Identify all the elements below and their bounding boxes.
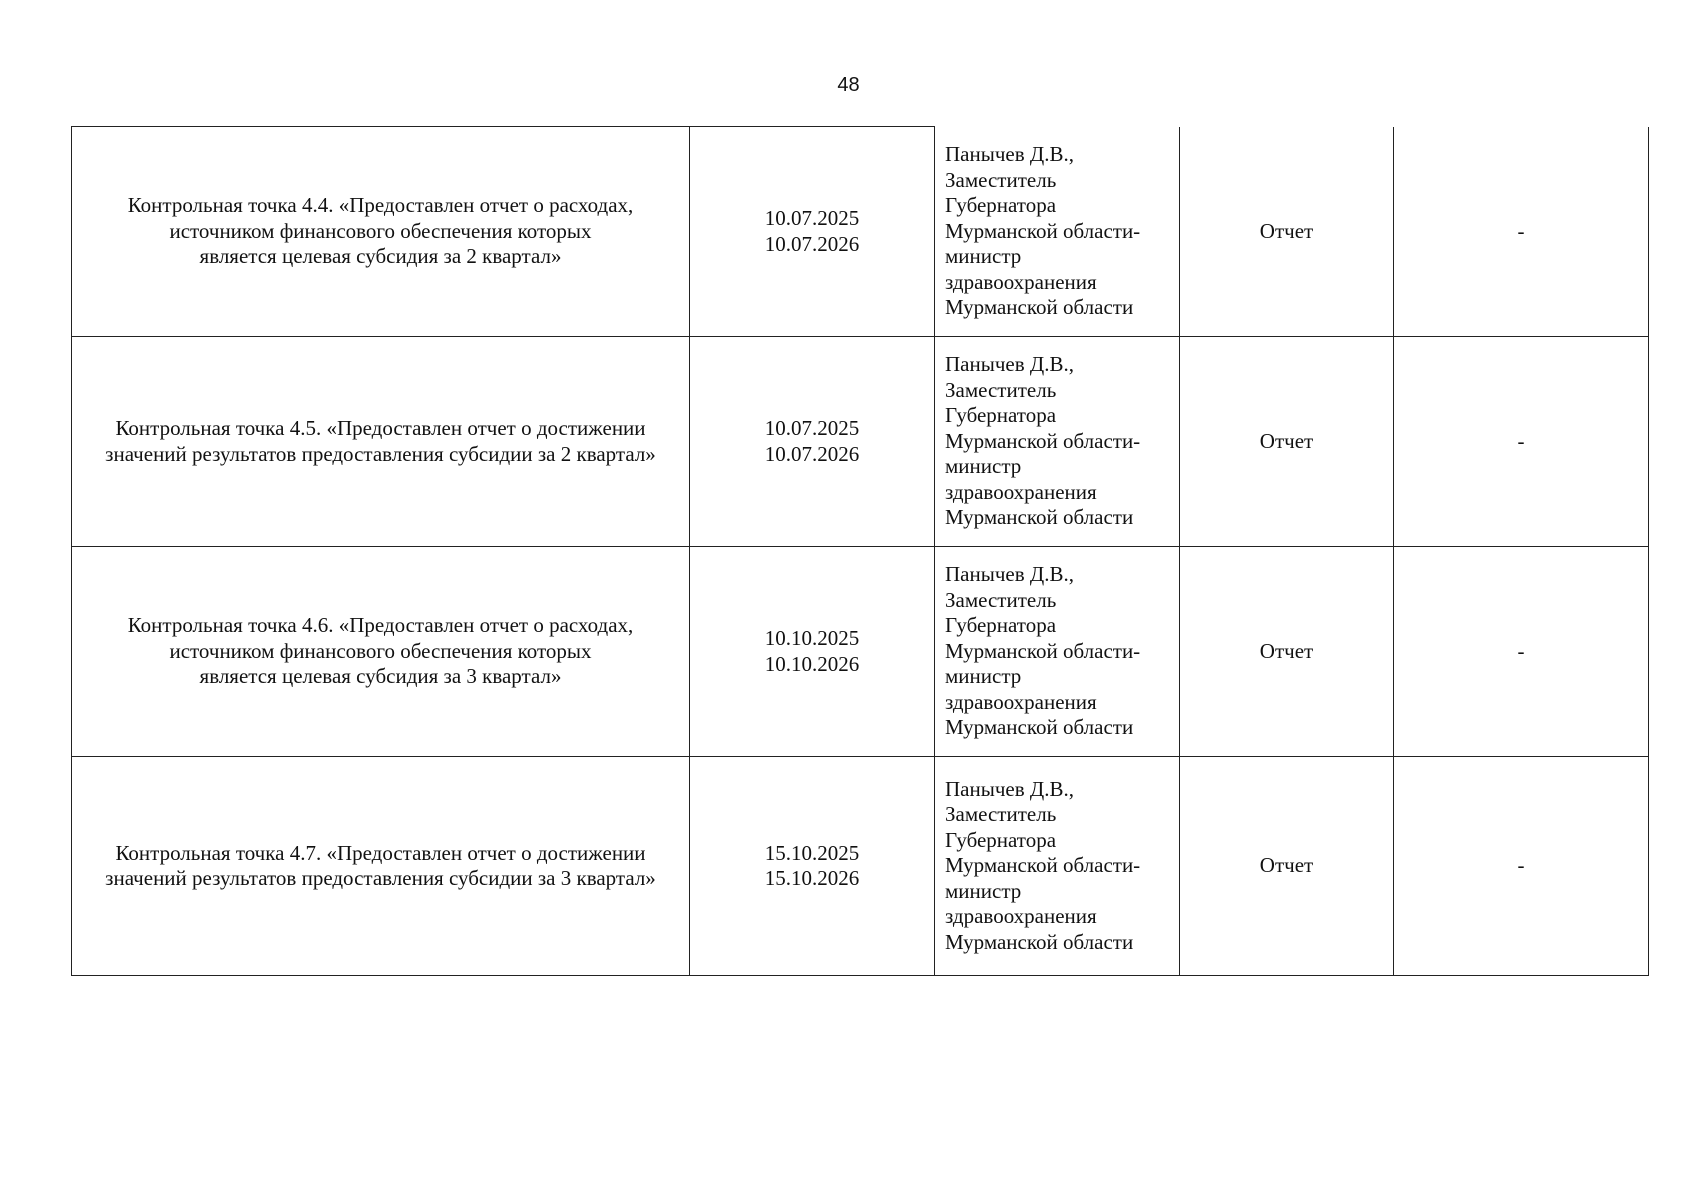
note-cell: - [1394,337,1649,547]
control-point-name: Контрольная точка 4.6. «Предоставлен отчет о расходах, источником финансового обеспечения которых является целевая субсидия за 3 квартал» [72,547,690,757]
note-cell: - [1394,127,1649,337]
control-point-dates: 10.07.2025 10.07.2026 [690,127,935,337]
document-type: Отчет [1180,127,1394,337]
responsible-person: Панычев Д.В., Заместитель Губернатора Мурманской области- министр здравоохранения Мурманской области [935,127,1180,337]
control-point-dates: 10.07.2025 10.07.2026 [690,337,935,547]
page-number: 48 [837,74,860,96]
table-row [72,757,1649,976]
note-cell: - [1394,757,1649,976]
responsible-person: Панычев Д.В., Заместитель Губернатора Мурманской области- министр здравоохранения Мурманской области [935,337,1180,547]
note-cell: - [1394,547,1649,757]
table-row [72,337,1649,547]
document-type: Отчет [1180,337,1394,547]
table-row [72,127,1649,337]
control-point-name: Контрольная точка 4.4. «Предоставлен отчет о расходах, источником финансового обеспечения которых является целевая субсидия за 2 квартал» [72,127,690,337]
control-point-name: Контрольная точка 4.5. «Предоставлен отчет о достижении значений результатов предоставления субсидии за 2 квартал» [72,337,690,547]
document-type: Отчет [1180,757,1394,976]
control-point-dates: 15.10.2025 15.10.2026 [690,757,935,976]
responsible-person: Панычев Д.В., Заместитель Губернатора Мурманской области- министр здравоохранения Мурманской области [935,757,1180,976]
document-type: Отчет [1180,547,1394,757]
responsible-person: Панычев Д.В., Заместитель Губернатора Мурманской области- министр здравоохранения Мурманской области [935,547,1180,757]
control-point-dates: 10.10.2025 10.10.2026 [690,547,935,757]
table-row [72,547,1649,757]
control-point-name: Контрольная точка 4.7. «Предоставлен отчет о достижении значений результатов предоставления субсидии за 3 квартал» [72,757,690,976]
control-points-table [71,126,1649,976]
